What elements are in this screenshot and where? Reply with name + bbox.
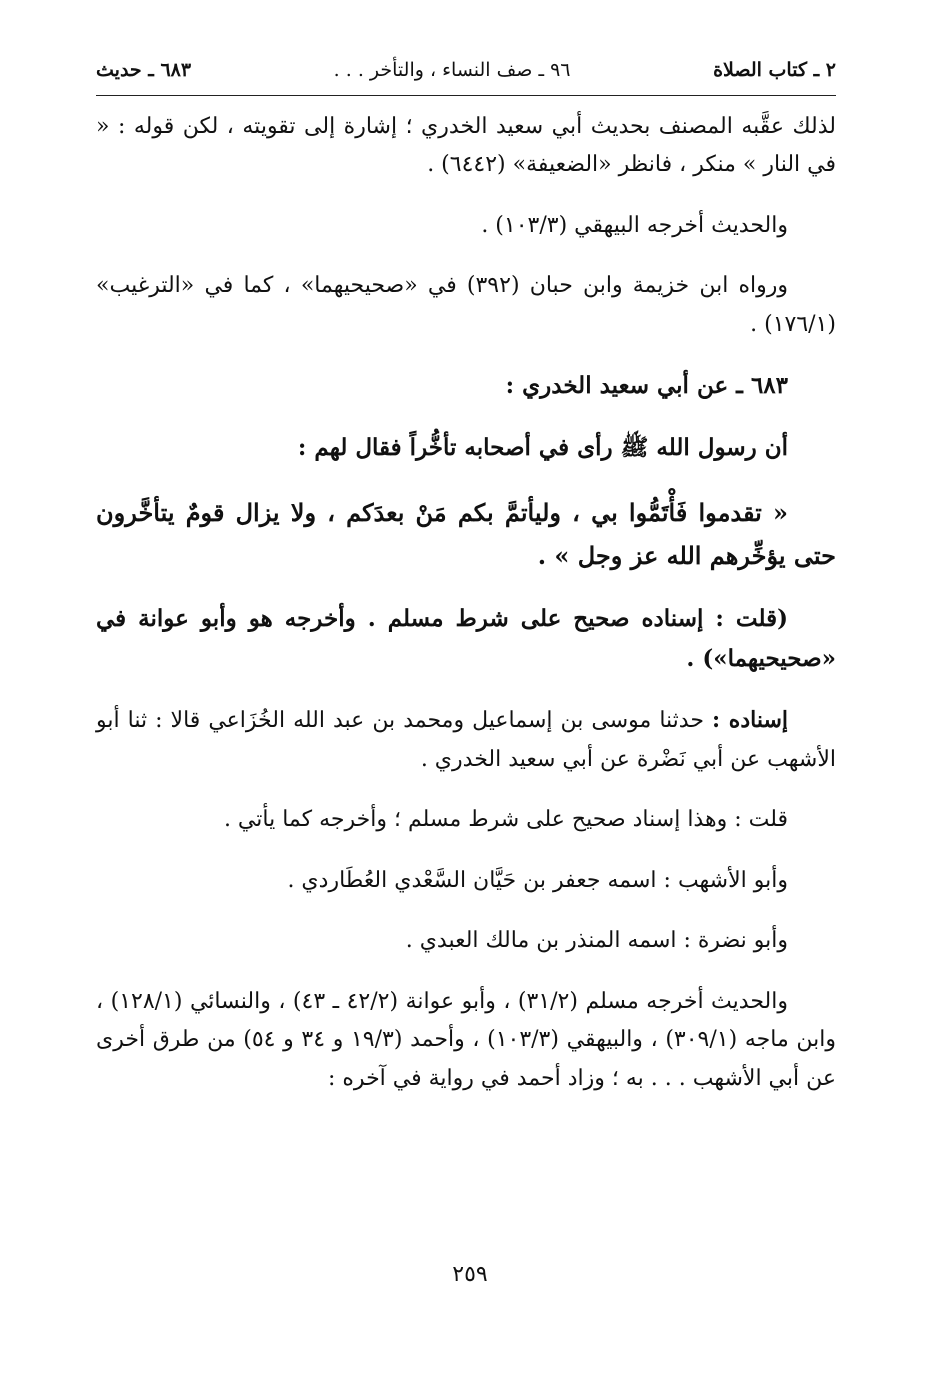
running-header (96, 50, 836, 96)
paragraph-isnad-grade: قلت : وهذا إسناد صحيح على شرط مسلم ؛ وأخرجه كما يأتي . (223, 807, 788, 833)
paragraph-isnad (96, 701, 836, 779)
header-chapter: ٢ ـ كتاب الصلاة (713, 59, 836, 81)
hadith-intro: أن رسول الله ﷺ رأى في أصحابه تأخُّراً فقال لهم : (297, 434, 788, 462)
hadith-heading: ٦٨٣ ـ عن أبي سعيد الخدري : (505, 372, 788, 399)
paragraph-khuzayma-ref: ورواه ابن خزيمة وابن حبان (٣٩٢) في «صحيحيهما» ، كما في «الترغيب» (١٧٦/١) . (96, 273, 836, 337)
grading-note: (قلت : إسناده صحيح على شرط مسلم . وأخرجه هو وأبو عوانة في «صحيحيهما») . (96, 604, 836, 673)
paragraph-takhrij: والحديث أخرجه مسلم (٣١/٢) ، وأبو عوانة (٤٢/٢ ـ ٤٣) ، والنسائي (١٢٨/١) ، وابن ماجه (٣٠٩/١) ، والبيهقي (١٠٣/٣) ، وأحمد (١٩/٣ و ٣٤ و ٥٤) من طرق أخرى عن أبي الأشهب . . . به ؛ وزاد أحمد في رواية في آخره : (96, 988, 836, 1091)
paragraph-commentary-continued: لذلك عقَّبه المصنف بحديث أبي سعيد الخدري ؛ إشارة إلى تقويته ، لكن قوله : « في النار » منكر ، فانظر «الضعيفة» (٦٤٤٢) . (96, 113, 836, 177)
book-page (96, 50, 836, 1120)
paragraph-bayhaqi-ref: والحديث أخرجه البيهقي (١٠٣/٣) . (481, 212, 788, 238)
paragraph-narrator-nadra: وأبو نضرة : اسمه المنذر بن مالك العبدي . (405, 928, 788, 954)
isnad-label: إسناده : (711, 707, 789, 734)
header-hadith-number: ٦٨٣ ـ حديث (96, 59, 192, 81)
isnad-text: حدثنا موسى بن إسماعيل ومحمد بن عبد الله الخُزَاعي قالا : ثنا أبو الأشهب عن أبي نَضْرة عن أبي سعيد الخدري . (96, 708, 836, 772)
page-number: ٢٥٩ (452, 1262, 488, 1287)
hadith-text: « تقدموا فَأْتَمُّوا بي ، وليأتمَّ بكم مَنْ بعدَكم ، ولا يزال قومٌ يتأخَّرون حتى يؤخِّرهم الله عز وجل » . (96, 497, 836, 570)
paragraph-narrator-ashhab: وأبو الأشهب : اسمه جعفر بن حَيَّان السَّعْدي العُطَاردي . (287, 867, 788, 893)
page-content (96, 96, 836, 1099)
header-section: ٩٦ ـ صف النساء ، والتأخر . . . (333, 59, 571, 81)
